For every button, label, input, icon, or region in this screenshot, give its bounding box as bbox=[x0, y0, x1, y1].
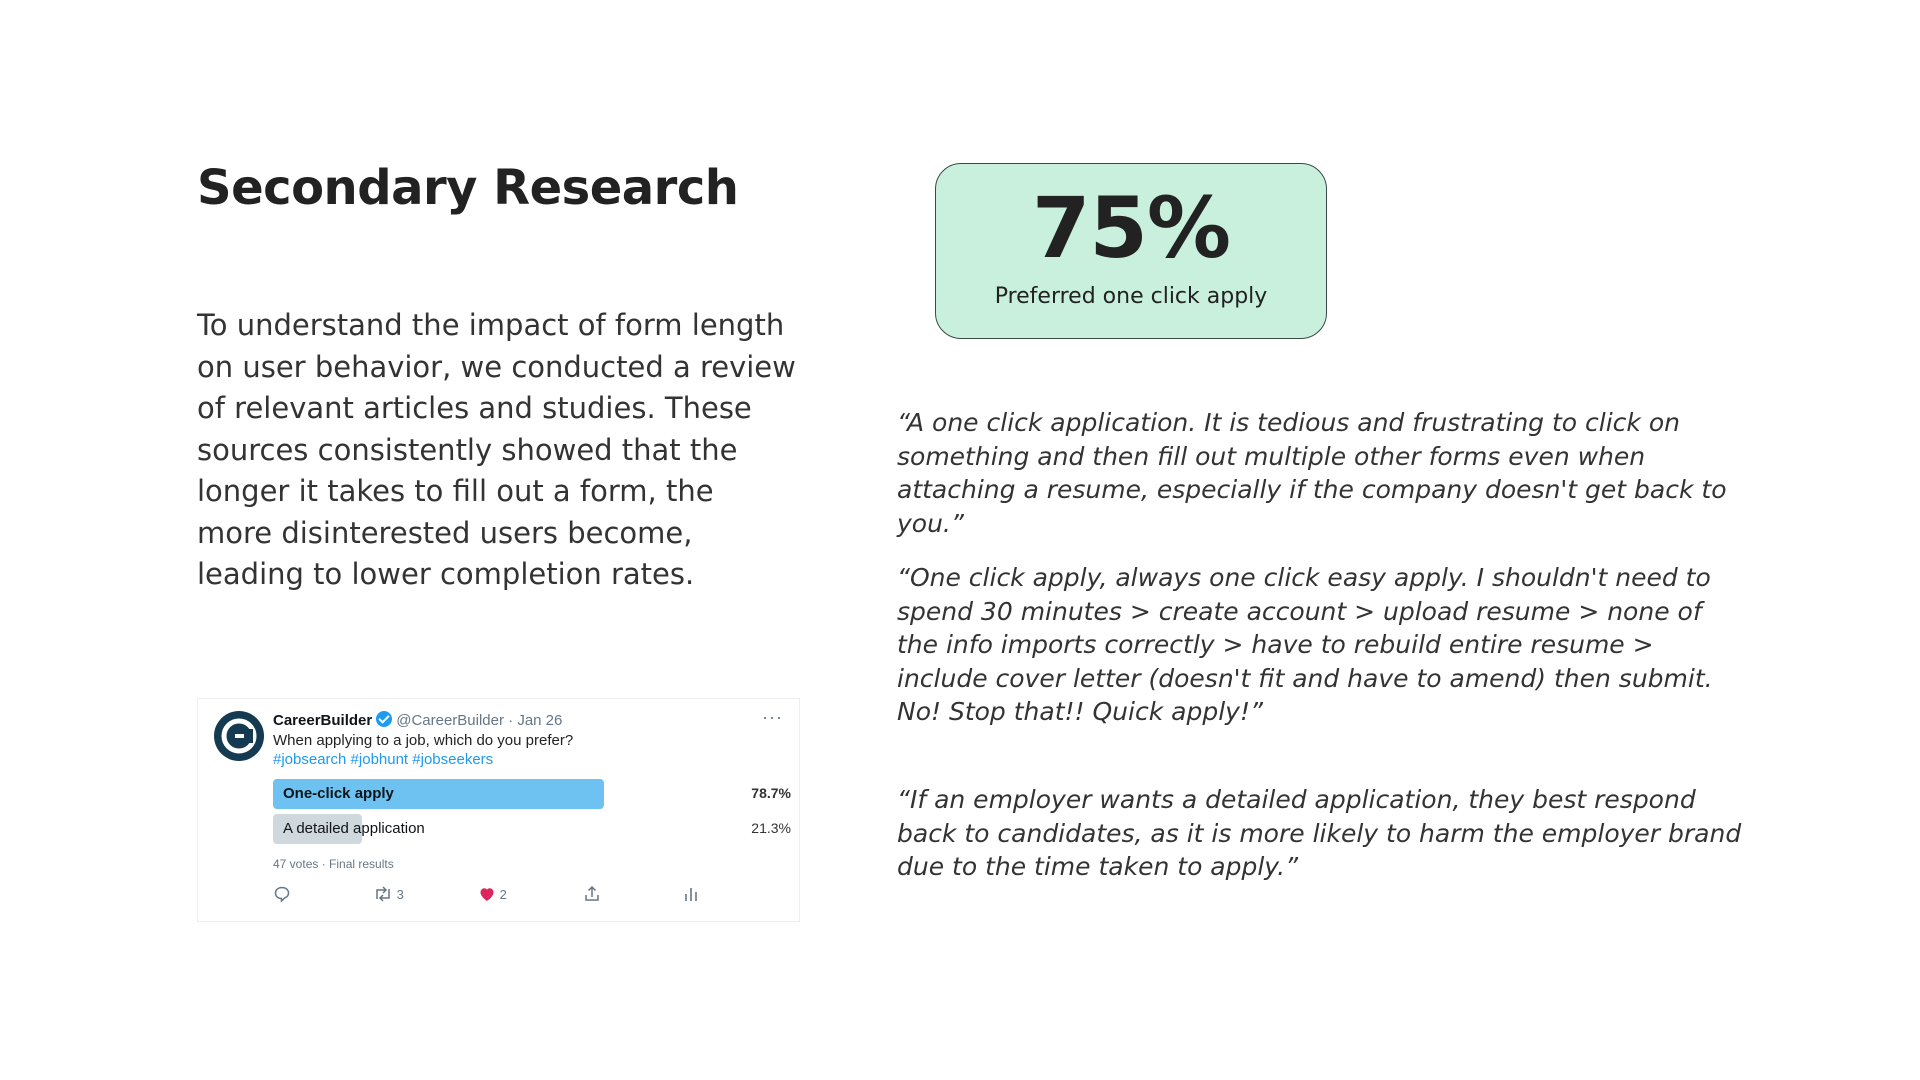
poll-option-percent-1: 78.7% bbox=[751, 785, 791, 801]
like-count: 2 bbox=[499, 887, 507, 902]
poll-option-2 bbox=[273, 814, 791, 844]
tweet-hashtags[interactable]: #jobsearch #jobhunt #jobseekers bbox=[273, 751, 494, 768]
poll-option-1 bbox=[273, 779, 791, 809]
retweet-icon bbox=[373, 885, 393, 903]
quote-3: “If an employer wants a detailed application, they best respond back to candidates, as it is more likely to harm the employer brand due to the time taken to apply.” bbox=[897, 785, 1742, 881]
stat-label: Preferred one click apply bbox=[994, 284, 1268, 309]
careerbuilder-avatar bbox=[214, 711, 264, 761]
tweet-handle-date[interactable]: @CareerBuilder · Jan 26 bbox=[396, 712, 563, 729]
more-options-icon[interactable]: ··· bbox=[762, 707, 783, 727]
reply-icon[interactable] bbox=[273, 885, 291, 903]
page-title: Secondary Research bbox=[197, 160, 739, 216]
tweet-author-name[interactable]: CareerBuilder bbox=[273, 712, 373, 729]
retweet-count: 3 bbox=[396, 887, 404, 902]
intro-paragraph: To understand the impact of form length on user behavior, we conducted a review of relevant articles and studies. These sources consistently showed that the longer it takes to fill out a form, the more disinterested users become, leading to lower completion rates. bbox=[197, 308, 796, 591]
retweet-button[interactable] bbox=[373, 885, 404, 903]
poll-option-label-1: One-click apply bbox=[283, 785, 394, 802]
like-button[interactable] bbox=[478, 885, 507, 903]
stat-value: 75% bbox=[1031, 179, 1231, 277]
poll-option-percent-2: 21.3% bbox=[751, 820, 791, 836]
poll-option-label-2: A detailed application bbox=[283, 820, 425, 837]
tweet-header bbox=[273, 711, 562, 729]
analytics-icon[interactable] bbox=[683, 885, 699, 903]
heart-icon bbox=[478, 885, 496, 903]
verified-badge-icon bbox=[376, 711, 392, 727]
tweet-text: When applying to a job, which do you prefer? bbox=[273, 732, 574, 749]
quote-2: “One click apply, always one click easy apply. I shouldn't need to spend 30 minutes > create account > upload resume > none of the info imports correctly > have to rebuild entire resume > include cover letter (doesn't fit and have to amend) then submit. No! Stop that!! Quick apply!” bbox=[897, 563, 1713, 726]
stat-card bbox=[935, 163, 1327, 339]
share-icon[interactable] bbox=[583, 885, 601, 903]
poll-results-meta: 47 votes · Final results bbox=[273, 857, 394, 871]
tweet-actions bbox=[273, 885, 713, 907]
quote-1: “A one click application. It is tedious and frustrating to click on something and then fill out multiple other forms even when attaching a resume, especially if the company doesn't get back to you.” bbox=[897, 408, 1727, 538]
tweet-embed bbox=[197, 698, 800, 922]
